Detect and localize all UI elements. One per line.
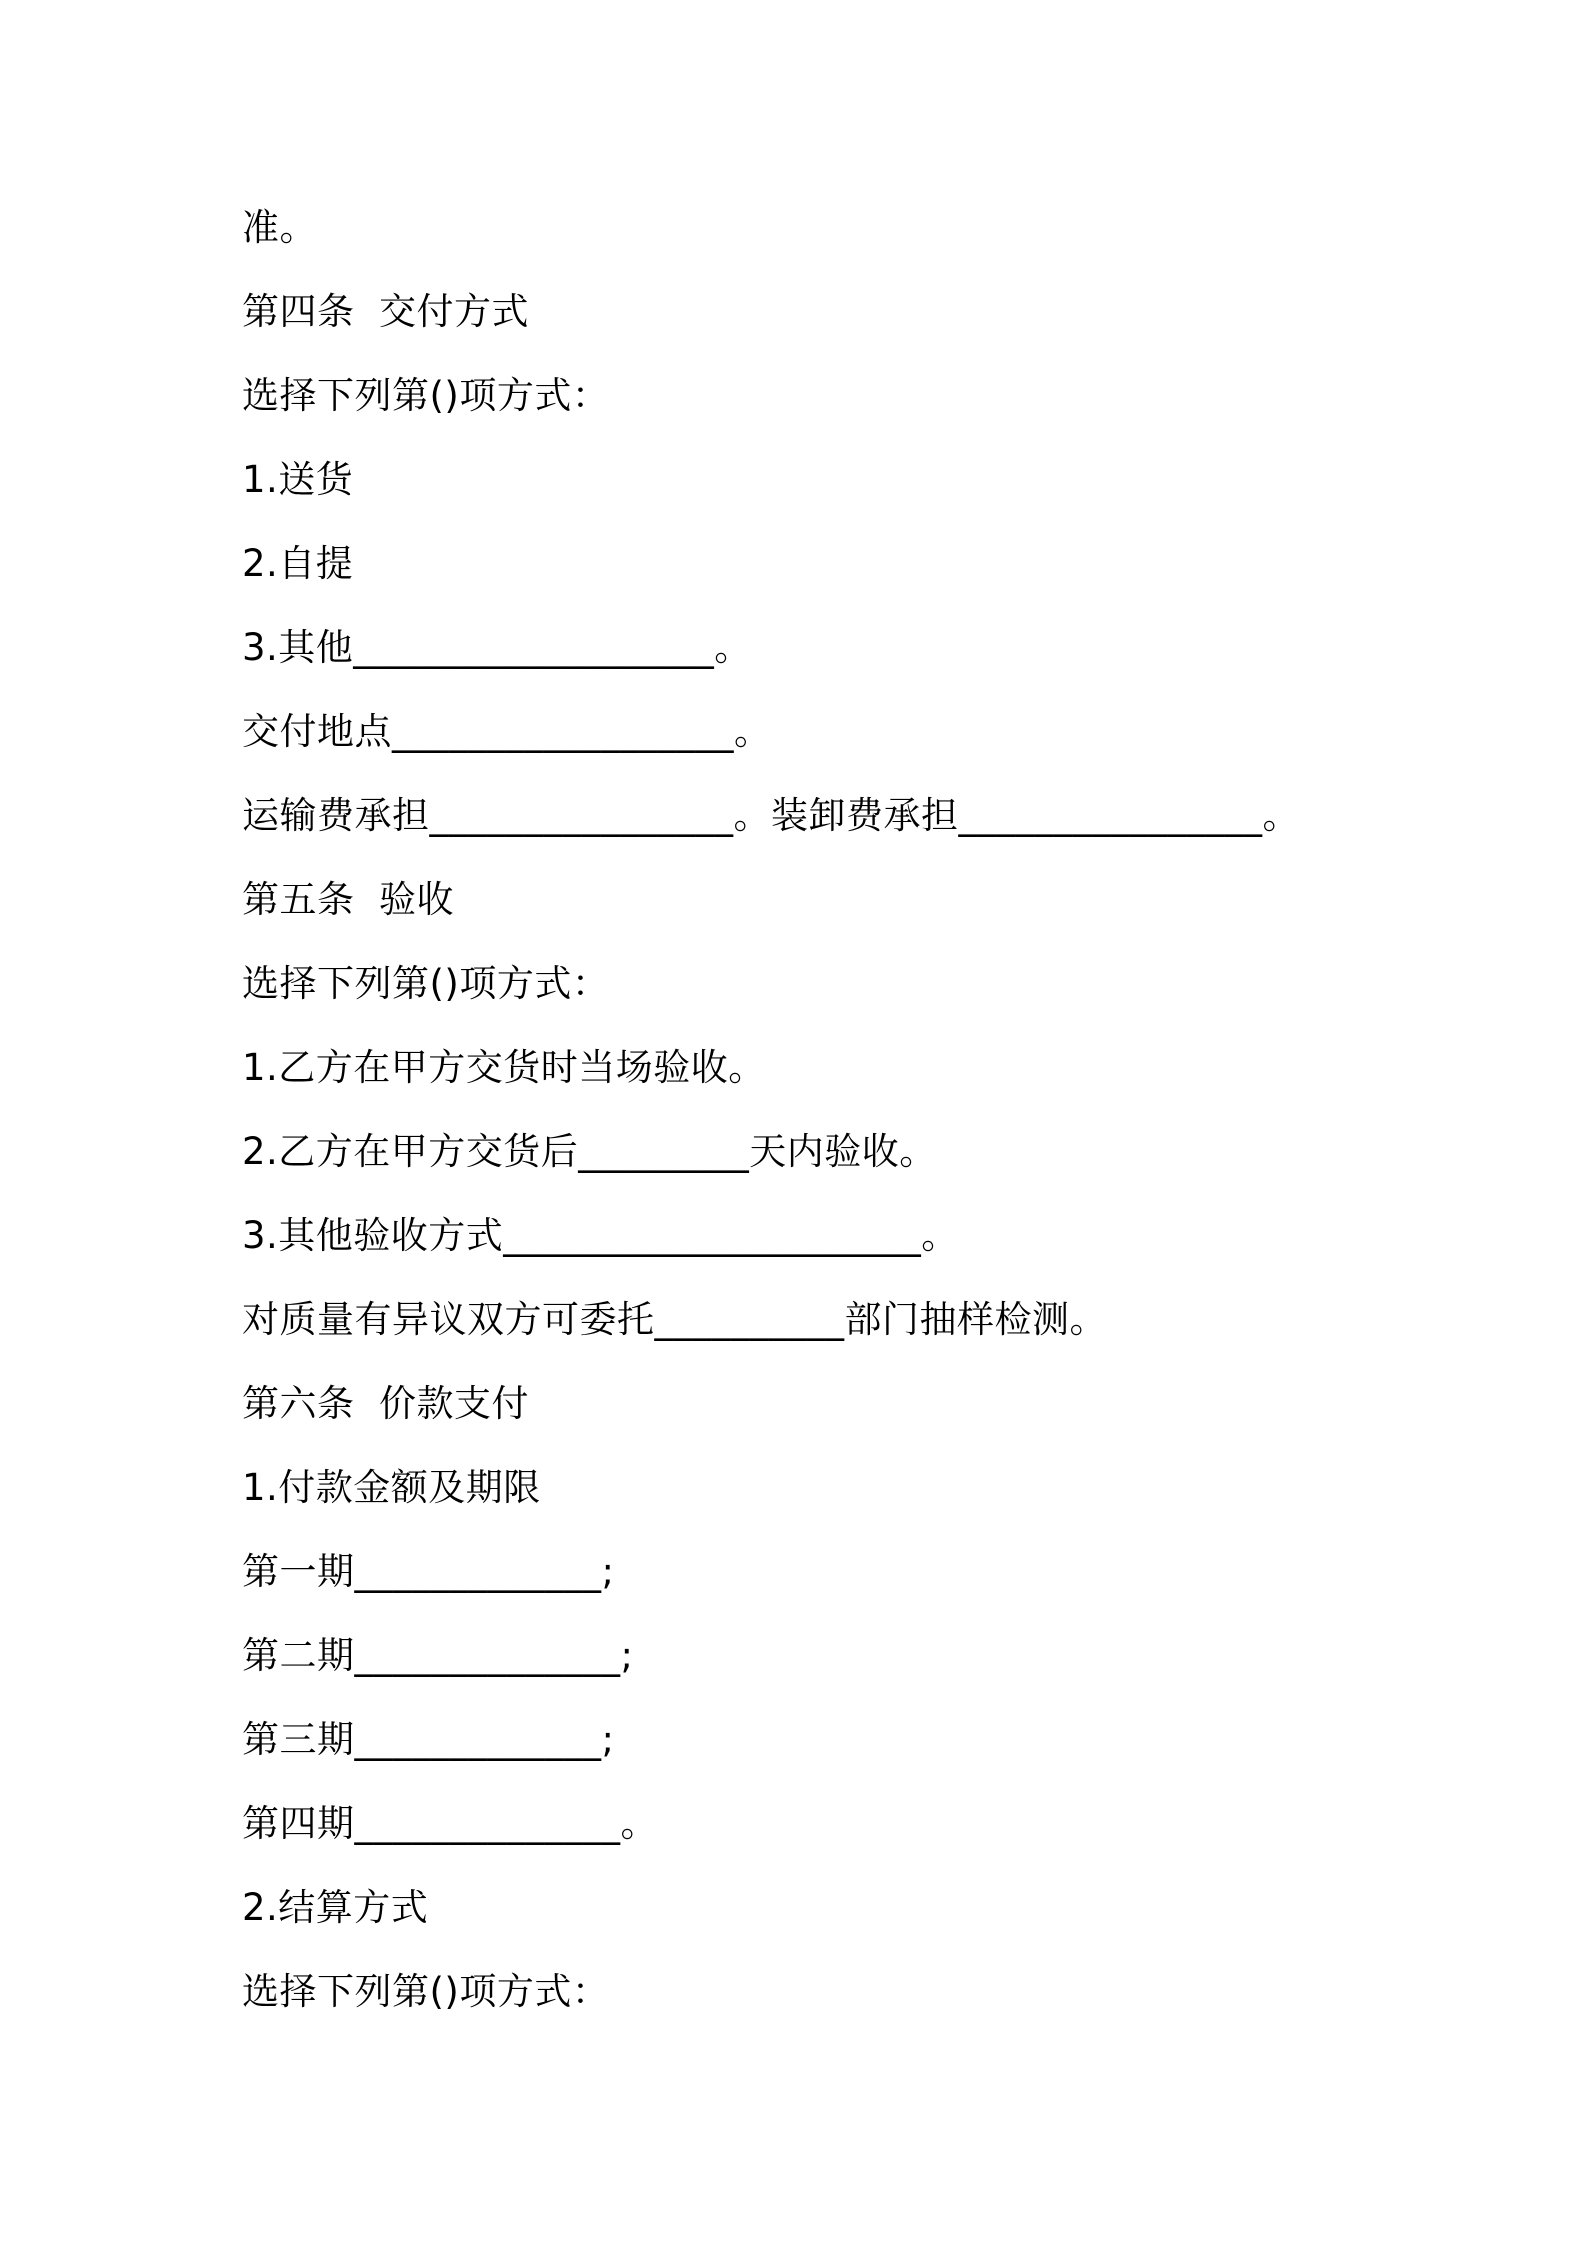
list-item-onsite-inspection: 1.乙方在甲方交货时当场验收。 xyxy=(242,1046,766,1089)
text-line-continuation: 准。 xyxy=(242,206,317,249)
text-line-freight-costs: 运输费承担________________。装卸费承担________________。 xyxy=(242,794,1300,837)
list-item-self-pickup: 2.自提 xyxy=(242,542,354,585)
article-4-heading: 第四条 交付方式 xyxy=(242,290,530,333)
text-line-choose-option: 选择下列第()项方式： xyxy=(242,374,610,417)
document-body xyxy=(242,198,1392,2046)
article-5-heading: 第五条 验收 xyxy=(242,878,455,921)
list-item-payment-amount: 1.付款金额及期限 xyxy=(242,1466,541,1509)
text-line-choose-option: 选择下列第()项方式： xyxy=(242,962,610,1005)
text-line-installment-3: 第三期_____________; xyxy=(242,1718,615,1761)
list-item-delivery: 1.送货 xyxy=(242,458,354,501)
text-line-installment-2: 第二期______________; xyxy=(242,1634,634,1677)
list-item-settlement-method: 2.结算方式 xyxy=(242,1886,429,1929)
list-item-inspection-days: 2.乙方在甲方交货后_________天内验收。 xyxy=(242,1130,937,1173)
text-line-quality-dispute: 对质量有异议双方可委托__________部门抽样检测。 xyxy=(242,1298,1107,1341)
list-item-other-delivery: 3.其他___________________。 xyxy=(242,626,752,669)
text-line-delivery-location: 交付地点__________________。 xyxy=(242,710,772,753)
text-line-installment-1: 第一期_____________; xyxy=(242,1550,615,1593)
text-line-choose-option: 选择下列第()项方式： xyxy=(242,1970,610,2013)
text-line-installment-4: 第四期______________。 xyxy=(242,1802,658,1845)
article-6-heading: 第六条 价款支付 xyxy=(242,1382,530,1425)
list-item-other-inspection: 3.其他验收方式______________________。 xyxy=(242,1214,959,1257)
